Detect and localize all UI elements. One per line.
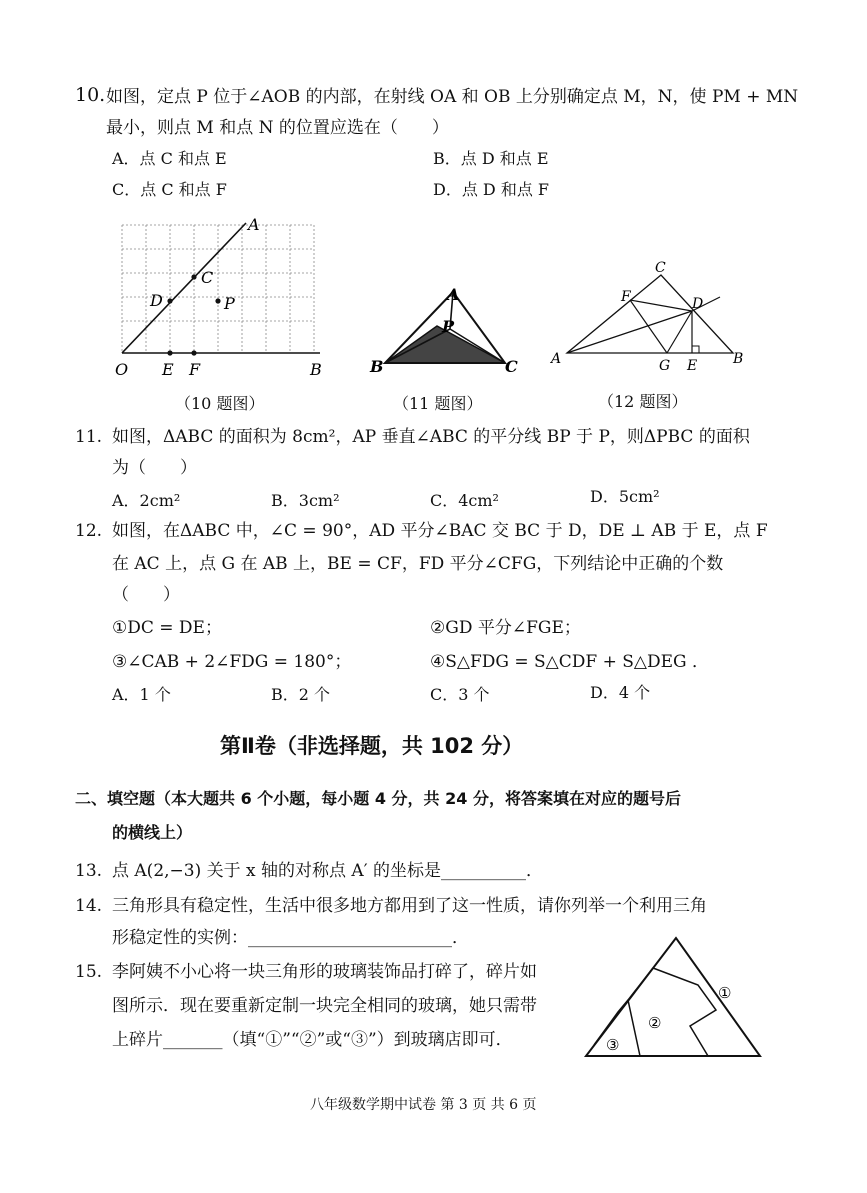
- figure-10: [100, 205, 340, 380]
- q12-stem-line3: （ ）: [112, 585, 180, 605]
- q15-line1: 李阿姨不小心将一块三角形的玻璃装饰品打碎了，碎片如: [112, 962, 537, 982]
- q12-statement-4: ④S△FDG = S△CDF + S△DEG ．: [430, 652, 709, 672]
- section2-header-line2: 的横线上）: [112, 823, 193, 842]
- label-e: E: [162, 360, 174, 379]
- q10-stem-line1: 如图，定点 P 位于∠AOB 的内部，在射线 OA 和 OB 上分别确定点 M，N，使 PM + MN: [106, 87, 799, 107]
- point-e: [167, 350, 172, 355]
- point-f: [191, 350, 196, 355]
- q11-stem-line2: 为（ ）: [112, 458, 197, 478]
- q10-option-a: A．点 C 和点 E: [112, 149, 227, 168]
- q12-stem-line1: 如图，在ΔABC 中，∠C = 90°，AD 平分∠BAC 交 BC 于 D，DE ⊥ AB 于 E，点 F: [112, 521, 768, 541]
- label-b: B: [733, 351, 744, 367]
- q12-option-c: C．3 个: [430, 685, 490, 704]
- label-c: C: [655, 260, 666, 276]
- point-d: [167, 298, 172, 303]
- figure-15: [578, 930, 768, 1065]
- page-footer: 八年级数学期中试卷 第 3 页 共 6 页: [310, 1097, 537, 1113]
- q12-number: 12.: [75, 521, 103, 541]
- label-d: D: [150, 291, 163, 310]
- figure-12: [545, 255, 760, 380]
- q12-stem-line2: 在 AC 上，点 G 在 AB 上，BE = CF，FD 平分∠CFG，下列结论中正确的个数: [112, 554, 724, 574]
- q10-number: 10.: [75, 84, 106, 106]
- q13-number: 13.: [75, 861, 103, 881]
- q12-option-b: B．2 个: [271, 685, 331, 704]
- label-d: D: [692, 296, 704, 312]
- q15-line3: 上碎片_______（填“①”“②”或“③”）到玻璃店即可．: [112, 1030, 513, 1050]
- section2-header-line1: 二、填空题（本大题共 6 个小题，每小题 4 分，共 24 分，将答案填在对应的题号后: [75, 789, 681, 808]
- q11-option-a: A．2cm²: [112, 491, 181, 510]
- ray-oa: [122, 223, 246, 353]
- figure-10-caption: （10 题图）: [175, 394, 265, 413]
- label-a: A: [551, 351, 562, 367]
- figure-10-grid: [122, 225, 314, 353]
- piece-3-label: ③: [606, 1036, 620, 1054]
- q12-option-a: A．1 个: [112, 685, 171, 704]
- label-b: B: [370, 357, 384, 376]
- q10-option-c: C．点 C 和点 F: [112, 180, 227, 199]
- label-p: P: [442, 317, 455, 336]
- q15-line2: 图所示．现在要重新定制一块完全相同的玻璃，她只需带: [112, 996, 537, 1016]
- figure-11: [365, 280, 525, 380]
- q11-number: 11.: [75, 427, 103, 447]
- label-a: A: [447, 285, 460, 304]
- q10-stem-line2: 最小，则点 M 和点 N 的位置应选在（ ）: [106, 118, 449, 138]
- q11-option-d: D．5cm²: [590, 487, 660, 506]
- q11-stem-line1: 如图，ΔABC 的面积为 8cm²，AP 垂直∠ABC 的平分线 BP 于 P，则ΔPBC 的面积: [112, 427, 750, 447]
- q14-number: 14.: [75, 896, 103, 916]
- q12-statement-3: ③∠CAB + 2∠FDG = 180°；: [112, 652, 352, 672]
- q11-option-c: C．4cm²: [430, 491, 499, 510]
- q10-option-b: B．点 D 和点 E: [433, 149, 549, 168]
- label-f: F: [189, 360, 201, 379]
- label-g: G: [659, 358, 671, 374]
- label-a: A: [248, 215, 260, 234]
- label-e: E: [687, 358, 698, 374]
- q12-statement-2: ②GD 平分∠FGE；: [430, 618, 581, 638]
- q12-option-d: D．4 个: [590, 683, 651, 702]
- label-c: C: [505, 357, 518, 376]
- point-c: [191, 274, 196, 279]
- q14-line1: 三角形具有稳定性，生活中很多地方都用到了这一性质，请你列举一个利用三角: [112, 896, 707, 916]
- piece-1-label: ①: [718, 984, 732, 1002]
- q14-line2: 形稳定性的实例：________________________．: [112, 928, 469, 948]
- figure-11-caption: （11 题图）: [393, 394, 483, 413]
- label-f: F: [621, 289, 631, 305]
- q10-option-d: D．点 D 和点 F: [433, 180, 550, 199]
- q15-number: 15.: [75, 962, 103, 982]
- q13-text: 点 A(2,−3) 关于 x 轴的对称点 A′ 的坐标是__________．: [112, 861, 543, 881]
- part2-title: 第Ⅱ卷（非选择题，共 102 分）: [220, 734, 524, 758]
- label-c: C: [201, 268, 214, 287]
- q11-option-b: B．3cm²: [271, 491, 340, 510]
- q12-statement-1: ①DC = DE；: [112, 618, 222, 638]
- label-b: B: [310, 360, 322, 379]
- label-o: O: [115, 360, 129, 379]
- label-p: P: [224, 294, 235, 313]
- piece-2-label: ②: [648, 1014, 662, 1032]
- figure-12-caption: （12 题图）: [598, 392, 688, 411]
- point-p: [215, 298, 220, 303]
